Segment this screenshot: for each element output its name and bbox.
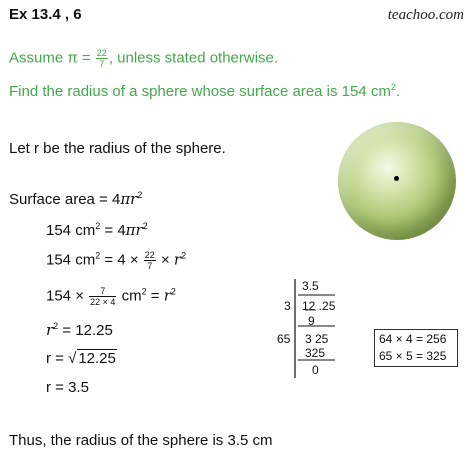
eq2-sq: 2 xyxy=(181,250,187,261)
division-divisor-1: 3 xyxy=(284,299,291,313)
exercise-title: Ex 13.4 , 6 xyxy=(9,6,82,23)
equation-6: r = 3.5 xyxy=(46,379,89,396)
eq2-left: 154 cm xyxy=(46,251,96,269)
eq4-r: r xyxy=(46,321,54,339)
side-calc-line-1: 64 × 4 = 256 xyxy=(379,332,447,346)
assume-prefix: Assume π = xyxy=(9,49,95,67)
eq1-pi-r: πr xyxy=(125,221,143,239)
eq2-denominator: 7 xyxy=(147,261,153,271)
question-end: . xyxy=(395,83,401,100)
division-subtract-2: 325 xyxy=(305,346,326,360)
eq1-sup: 2 xyxy=(95,221,101,231)
question-find: Find the radius of a sphere whose surface area is 154 cm xyxy=(9,83,391,100)
division-subtract-1: 9 xyxy=(308,314,315,328)
solution-intro: Let r be the radius of the sphere. xyxy=(9,140,226,157)
eq3-left: 154 × xyxy=(46,287,89,305)
eq1-sq: 2 xyxy=(142,221,148,231)
side-calc-line-2: 65 × 5 = 325 xyxy=(379,349,447,363)
eq2-right: × xyxy=(156,251,174,269)
division-remainder: 3 25 xyxy=(305,332,329,346)
sa-sq: 2 xyxy=(137,190,143,200)
assume-suffix: , unless stated otherwise. xyxy=(108,49,279,67)
division-quotient: 3.5 xyxy=(302,279,319,293)
sa-pi-r: πr xyxy=(120,190,138,208)
eq3-denominator: 22 × 4 xyxy=(90,297,116,307)
question-sup: 2 xyxy=(390,82,396,92)
eq3-numerator: 7 xyxy=(89,286,116,297)
eq2-r: r xyxy=(173,250,182,269)
eq2-mid: = 4 × xyxy=(100,251,143,269)
division-dividend: 12 .25 xyxy=(302,299,336,313)
eq5-left: r = xyxy=(46,350,69,367)
pi-denominator: 7 xyxy=(99,59,105,69)
eq5-root: 12.25 xyxy=(78,350,116,367)
eq3-sq: 2 xyxy=(170,286,176,297)
eq3-mid: cm xyxy=(117,287,142,305)
division-final: 0 xyxy=(312,363,319,377)
division-divisor-2: 65 xyxy=(277,332,291,346)
pi-numerator: 22 xyxy=(96,48,107,58)
watermark: teachoo.com xyxy=(387,7,464,23)
sa-label: Surface area = 4 xyxy=(9,191,121,208)
eq2-sup: 2 xyxy=(95,250,101,261)
eq3-r: r xyxy=(163,286,171,305)
conclusion: Thus, the radius of the sphere is 3.5 cm xyxy=(9,432,273,449)
eq2-numerator: 22 xyxy=(144,250,155,260)
eq1-left: 154 cm xyxy=(46,222,96,239)
eq3-eq: = xyxy=(146,287,164,305)
sqrt-sign: √ xyxy=(68,350,77,367)
eq4-sq: 2 xyxy=(53,321,59,331)
eq3-sup: 2 xyxy=(141,286,147,297)
eq1-mid: = 4 xyxy=(100,222,126,239)
eq4-right: = 12.25 xyxy=(58,322,113,339)
